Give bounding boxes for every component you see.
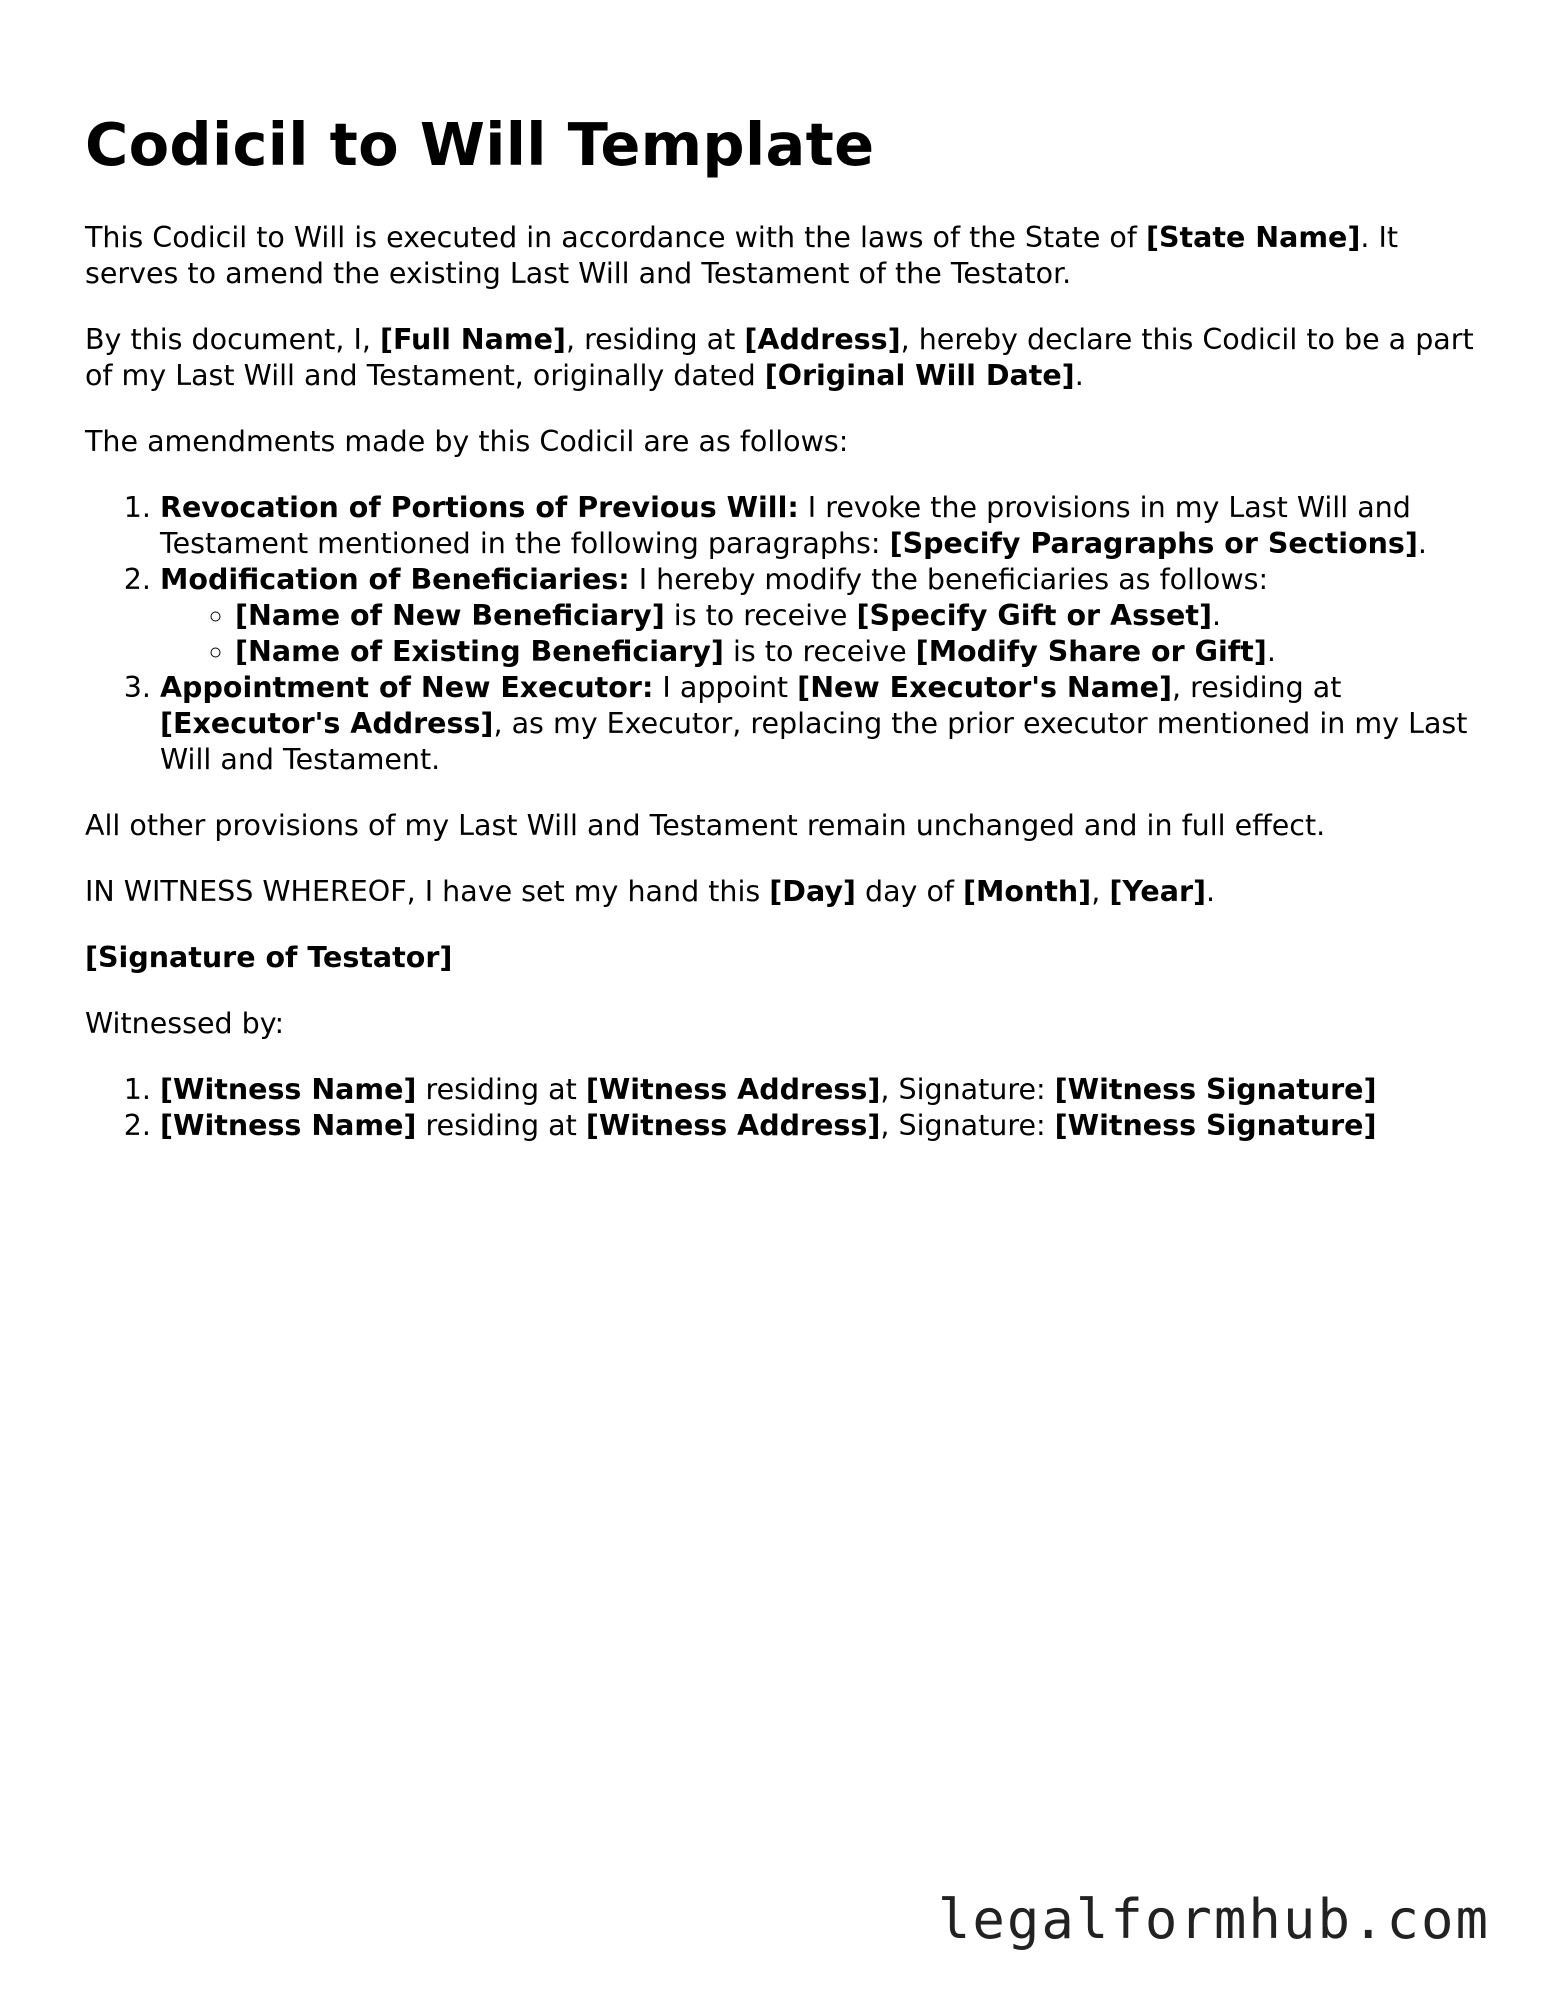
page-title: Codicil to Will Template	[85, 110, 875, 179]
unchanged-paragraph: All other provisions of my Last Will and Testament remain unchanged and in full effect.	[85, 809, 1326, 842]
witness-name: [Witness Name]	[160, 1109, 417, 1142]
amendments-list	[85, 490, 1485, 778]
year-placeholder: [Year]	[1109, 875, 1207, 908]
witness-clause-text-2: day of	[855, 875, 964, 908]
executor-text-3: , as my Executor, replacing the prior executor mentioned in my Last Will and Testament.	[160, 707, 1468, 776]
witness-sig-label: , Signature:	[880, 1109, 1055, 1142]
beneficiary-end: .	[1212, 599, 1222, 632]
witness-signature: [Witness Signature]	[1054, 1109, 1377, 1142]
testator-signature-placeholder: [Signature of Testator]	[85, 941, 453, 974]
beneficiaries-heading: Modification of Beneficiaries:	[160, 563, 630, 596]
revocation-text: I revoke the provisions in my Last Will and Testament mentioned in the following paragraphs:	[160, 491, 1411, 560]
witness-item	[160, 1072, 1485, 1108]
witness-mid: residing at	[416, 1073, 586, 1106]
state-placeholder: [State Name]	[1145, 221, 1361, 254]
witness-item	[160, 1108, 1485, 1144]
executor-address-placeholder: [Executor's Address]	[160, 707, 494, 740]
beneficiary-name: [Name of New Beneficiary]	[235, 599, 665, 632]
month-placeholder: [Month]	[963, 875, 1092, 908]
revocation-end: .	[1417, 527, 1427, 560]
beneficiary-gift: [Specify Gift or Asset]	[856, 599, 1212, 632]
beneficiaries-text: I hereby modify the beneficiaries as follows:	[629, 563, 1269, 596]
intro-text-1: This Codicil to Will is executed in accordance with the laws of the State of	[85, 221, 1146, 254]
executor-text-2: , residing at	[1172, 671, 1342, 704]
document-page	[85, 0, 1485, 1144]
amendment-beneficiaries	[160, 562, 1485, 670]
beneficiary-gift: [Modify Share or Gift]	[915, 635, 1267, 668]
testator-signature	[85, 940, 1485, 976]
amendments-intro: The amendments made by this Codicil are as follows:	[85, 425, 849, 458]
executor-heading: Appointment of New Executor:	[160, 671, 654, 704]
witnessed-by-label: Witnessed by:	[85, 1007, 285, 1040]
beneficiary-item	[235, 634, 1485, 670]
witness-address: [Witness Address]	[585, 1073, 881, 1106]
declaration-text-3: , hereby declare this Codicil to be a part of my Last Will and Testament, originally dated	[85, 323, 1474, 392]
declaration-text-4: .	[1074, 359, 1084, 392]
executor-text-1: I appoint	[653, 671, 798, 704]
witness-clause-text-1: IN WITNESS WHEREOF, I have set my hand this	[85, 875, 770, 908]
amendment-revocation	[160, 490, 1485, 562]
witness-address: [Witness Address]	[585, 1109, 881, 1142]
full-name-placeholder: [Full Name]	[379, 323, 566, 356]
executor-name-placeholder: [New Executor's Name]	[797, 671, 1172, 704]
witness-sig-label: , Signature:	[880, 1073, 1055, 1106]
day-placeholder: [Day]	[769, 875, 856, 908]
intro-paragraph	[85, 220, 1485, 292]
beneficiary-name: [Name of Existing Beneficiary]	[235, 635, 724, 668]
declaration-paragraph	[85, 322, 1485, 394]
beneficiary-mid: is to receive	[723, 635, 916, 668]
brand-watermark: legalformhub.com	[937, 1888, 1490, 1951]
witness-name: [Witness Name]	[160, 1073, 417, 1106]
amendment-executor	[160, 670, 1485, 778]
witness-clause-text-3: ,	[1091, 875, 1110, 908]
declaration-text-1: By this document, I,	[85, 323, 380, 356]
declaration-text-2: , residing at	[565, 323, 745, 356]
address-placeholder: [Address]	[744, 323, 901, 356]
revocation-heading: Revocation of Portions of Previous Will:	[160, 491, 799, 524]
witness-signature: [Witness Signature]	[1054, 1073, 1377, 1106]
witness-mid: residing at	[416, 1109, 586, 1142]
witness-list	[85, 1072, 1485, 1144]
witness-clause	[85, 874, 1485, 910]
beneficiary-mid: is to receive	[664, 599, 857, 632]
will-date-placeholder: [Original Will Date]	[764, 359, 1075, 392]
revocation-placeholder: [Specify Paragraphs or Sections]	[889, 527, 1418, 560]
beneficiary-item	[235, 598, 1485, 634]
intro-text-2: . It serves to amend the existing Last Will and Testament of the Testator.	[85, 221, 1399, 290]
beneficiary-end: .	[1266, 635, 1276, 668]
witness-clause-text-4: .	[1206, 875, 1216, 908]
beneficiaries-list	[160, 598, 1485, 670]
